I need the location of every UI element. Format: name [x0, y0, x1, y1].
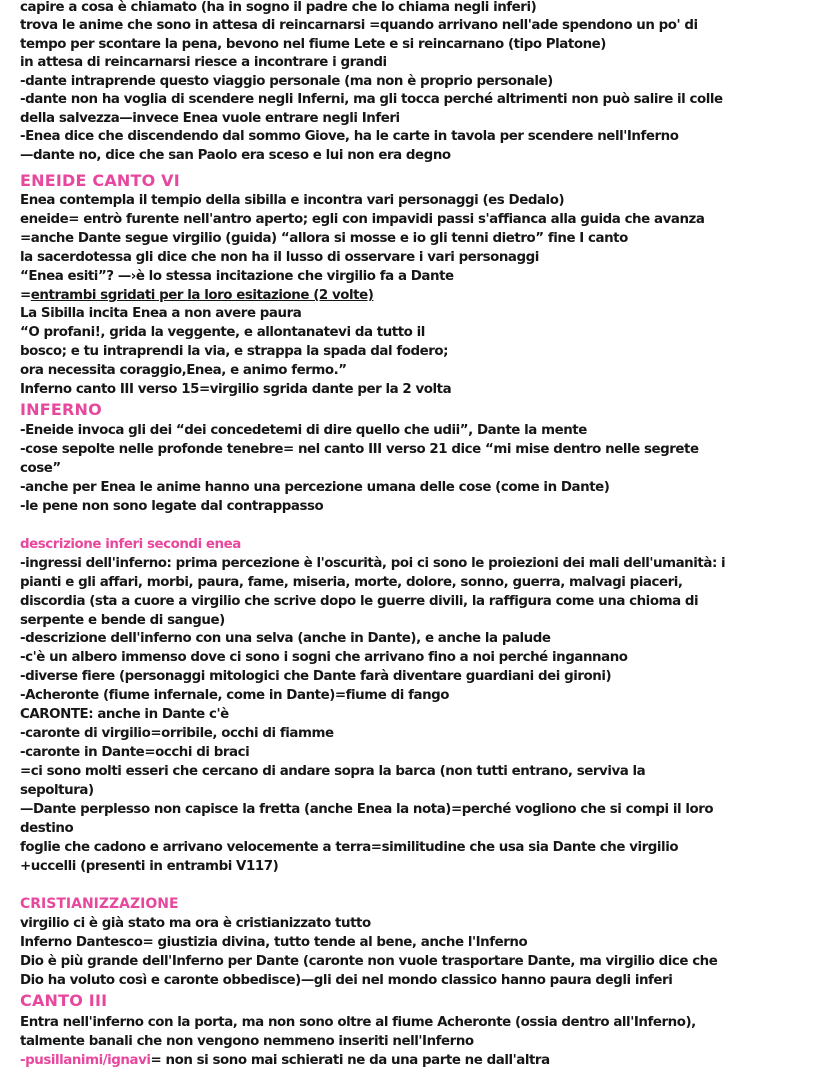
text-line-mixed	[20, 1051, 550, 1070]
text-line: La Sibilla incita Enea a non avere paura	[20, 306, 302, 321]
text-line: Inferno canto III verso 15=virgilio sgrida dante per la 2 volta	[20, 382, 452, 397]
text-line: -Enea dice che discendendo dal sommo Giove, ha le carte in tavola per scendere nell'Inferno	[20, 129, 679, 144]
text-line: -ingressi dell'inferno: prima percezione è l'oscurità, poi ci sono le proiezioni dei mali dell'umanità: i	[20, 556, 726, 571]
text-line: in attesa di reincarnarsi riesce a incontrare i grandi	[20, 55, 387, 70]
text-line: destino	[20, 821, 74, 836]
text-line: CARONTE: anche in Dante c'è	[20, 707, 229, 722]
text-line: +uccelli (presenti in entrambi V117)	[20, 859, 279, 874]
text-line: trova le anime che sono in attesa di reincarnarsi =quando arrivano nell'ade spendono un po' di	[20, 18, 698, 33]
text-line: “O profani!, grida la veggente, e allontanatevi da tutto il	[20, 325, 425, 340]
text-line: virgilio ci è già stato ma ora è cristianizzato tutto	[20, 916, 371, 931]
section-heading-eneide-canto-vi: ENEIDE CANTO VI	[20, 171, 180, 190]
text-line: Entra nell'inferno con la porta, ma non sono oltre al fiume Acheronte (ossia dentro all'Inferno),	[20, 1015, 696, 1030]
text-line-underlined	[20, 286, 373, 305]
section-heading-descrizione-inferi: descrizione inferi secondi enea	[20, 537, 241, 552]
text-line: bosco; e tu intraprendi la via, e strappa la spada dal fodero;	[20, 344, 449, 359]
text-line: -anche per Enea le anime hanno una percezione umana delle cose (come in Dante)	[20, 480, 610, 495]
text-line: foglie che cadono e arrivano velocemente a terra=similitudine che usa sia Dante che virgilio	[20, 840, 679, 855]
text-line: Inferno Dantesco= giustizia divina, tutto tende al bene, anche l'Inferno	[20, 935, 528, 950]
text-line: eneide= entrò furente nell'antro aperto; egli con impavidi passi s'affianca alla guida che avanza	[20, 212, 705, 227]
text-line: -Eneide invoca gli dei “dei concedetemi di dire quello che udii”, Dante la mente	[20, 423, 587, 438]
text-line: talmente banali che non vengono nemmeno inseriti nell'Inferno	[20, 1034, 474, 1049]
text-line: -cose sepolte nelle profonde tenebre= nel canto III verso 21 dice “mi mise dentro nelle segrete	[20, 442, 699, 457]
text-line: cose”	[20, 461, 61, 476]
underlined-text: entrambi sgridati per la loro esitazione (2 volte)	[30, 288, 374, 303]
text-line: -caronte in Dante=occhi di braci	[20, 745, 250, 760]
highlighted-term: -pusillanimi/ignavi	[20, 1053, 151, 1068]
text-line: Enea contempla il tempio della sibilla e incontra vari personaggi (es Dedalo)	[20, 193, 565, 208]
text-line: Dio è più grande dell'Inferno per Dante (caronte non vuole trasportare Dante, ma virgilio dice che	[20, 954, 718, 969]
text-line: —Dante perplesso non capisce la fretta (anche Enea la nota)=perché vogliono che si compi il loro	[20, 802, 714, 817]
text-line: la sacerdotessa gli dice che non ha il lusso di osservare i vari personaggi	[20, 250, 539, 265]
text-line: capire a cosa è chiamato (ha in sogno il padre che lo chiama negli inferi)	[20, 0, 537, 15]
text-line: -diverse fiere (personaggi mitologici che Dante farà diventare guardiani dei gironi)	[20, 669, 612, 684]
section-heading-cristianizzazione: CRISTIANIZZAZIONE	[20, 896, 179, 912]
definition-text: = non si sono mai schierati ne da una parte ne dall'altra	[150, 1053, 550, 1068]
text-line: della salvezza—invece Enea vuole entrare negli Inferi	[20, 111, 400, 126]
text-line: -le pene non sono legate dal contrappasso	[20, 499, 324, 514]
text-line: =anche Dante segue virgilio (guida) “allora si mosse e io gli tenni dietro” fine I canto	[20, 231, 628, 246]
text-line: tempo per scontare la pena, bevono nel fiume Lete e si reincarnano (tipo Platone)	[20, 37, 606, 52]
text-line: pianti e gli affari, morbi, paura, fame, miseria, morte, dolore, sonno, guerra, malvagi piaceri,	[20, 575, 683, 590]
text-line: —dante no, dice che san Paolo era sceso e lui non era degno	[20, 148, 451, 163]
section-heading-canto-iii: CANTO III	[20, 991, 108, 1010]
text-line: ora necessita coraggio,Enea, e animo fermo.”	[20, 363, 347, 378]
text-line: -caronte di virgilio=orribile, occhi di fiamme	[20, 726, 334, 741]
text-line: -dante non ha voglia di scendere negli Inferni, ma gli tocca perché altrimenti non può salire il colle	[20, 92, 723, 107]
text-line: -c'è un albero immenso dove ci sono i sogni che arrivano fino a noi perché ingannano	[20, 650, 628, 665]
text-line: -Acheronte (fiume infernale, come in Dante)=fiume di fango	[20, 688, 450, 703]
text-line: sepoltura)	[20, 783, 94, 798]
text-line: serpente e bende di sangue)	[20, 613, 225, 628]
section-heading-inferno: INFERNO	[20, 400, 102, 419]
text-line: -descrizione dell'inferno con una selva (anche in Dante), e anche la palude	[20, 631, 551, 646]
text-line: =ci sono molti esseri che cercano di andare sopra la barca (non tutti entrano, serviva la	[20, 764, 646, 779]
text-line: “Enea esiti”? —›è lo stessa incitazione che virgilio fa a Dante	[20, 269, 454, 284]
text-line: -dante intraprende questo viaggio personale (ma non è proprio personale)	[20, 74, 553, 89]
prefix: =	[20, 288, 31, 303]
text-line: discordia (sta a cuore a virgilio che scrive dopo le guerre divili, la raffigura come una chioma di	[20, 594, 699, 609]
text-line: Dio ha voluto così e caronte obbedisce)—gli dei nel mondo classico hanno paura degli inferi	[20, 973, 673, 988]
